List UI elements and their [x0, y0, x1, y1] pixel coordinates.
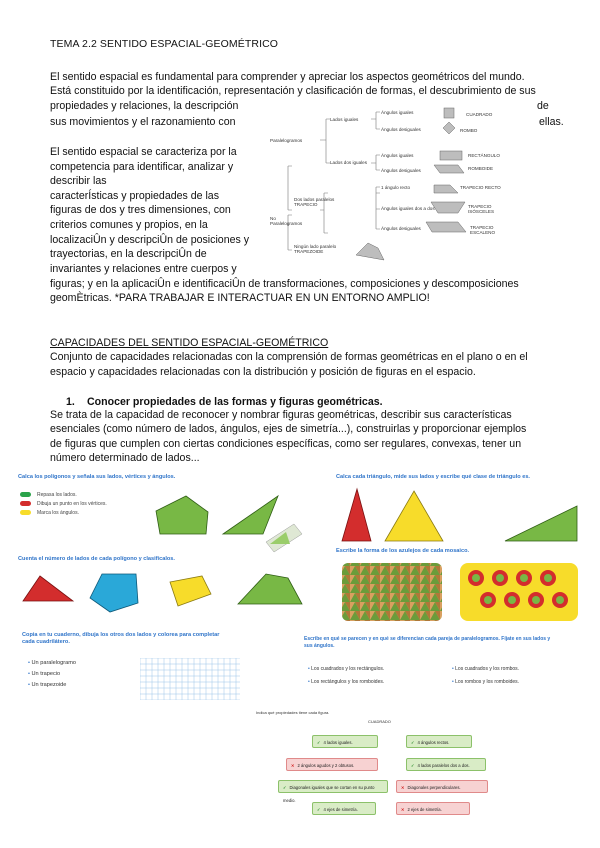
p2-line: competencia para identificar, analizar y	[50, 160, 234, 173]
ex6-item: • Los cuadrados y los rectángulos.	[308, 666, 384, 677]
exercise-mosaics	[330, 548, 588, 628]
ex5-item: • Un trapecio	[28, 671, 76, 682]
ex2-title: Calca cada triángulo, mide sus lados y escribe qué clase de triángulo es.	[336, 474, 530, 480]
red-triangle-shape	[342, 489, 371, 541]
answer-option[interactable]: ✓ 4 ejes de simetría.	[312, 802, 376, 815]
answer-option[interactable]: ✕ 2 ejes de simetría.	[396, 802, 470, 815]
answer-option[interactable]: ✓ 4 ángulos rectos.	[406, 735, 472, 748]
red-triangle-shape	[23, 576, 73, 601]
isosceles-trapezoid-shape	[431, 202, 465, 213]
answer-option[interactable]: ✕ 2 ángulos agudos y 2 obtusos.	[286, 758, 378, 771]
page-title: TEMA 2.2 SENTIDO ESPACIAL-GEOMÉTRICO	[50, 38, 279, 50]
label-trapezoide: Ningún lado paralelo TRAPEZOIDE	[294, 244, 337, 255]
rhomboid-shape	[434, 165, 464, 173]
intro-line-3b: de	[537, 100, 549, 112]
p2-end-2: geomÈtricas. *PARA TRABAJAR E INTERACTUAR EN UN ENTORNO AMPLIO!	[50, 292, 430, 304]
hexagon-mosaic-shape	[460, 563, 578, 621]
item-line: esenciales (como número de lados, ángulos, ejes de simetría...), construirlas y proporcionar ejemplos	[50, 423, 527, 435]
quadrilateral-classification-diagram	[268, 105, 550, 275]
item-heading: Conocer propiedades de las formas y figuras geométricas.	[87, 396, 383, 408]
ex2-shapes	[330, 474, 585, 548]
label-trapecio-isosceles: TRAPECIO ISÓSCELES	[468, 204, 495, 215]
legend-row: Marca los ángulos.	[20, 508, 107, 517]
section-heading: CAPACIDADES DEL SENTIDO ESPACIAL-GEOMÉTRICO	[50, 337, 329, 349]
answer-option[interactable]: ✓ 4 lados iguales.	[312, 735, 378, 748]
ex3-title: Cuenta el número de lados de cada polígono y clasifícalos.	[18, 556, 175, 562]
answer-option[interactable]: ✕ Diagonales perpendiculares.	[396, 780, 488, 793]
yellow-triangle-shape	[385, 491, 443, 541]
intro-paragraph-2	[50, 145, 265, 276]
ex6-item: • Los rectángulos y los romboides.	[308, 679, 384, 690]
p2-line: trayectorias, en la descripciÛn de	[50, 248, 207, 261]
label-lados-iguales: Lados iguales	[330, 117, 359, 122]
check-icon: ✓	[411, 740, 415, 745]
label-angulos-desiguales-1: Ángulos desiguales	[381, 127, 421, 132]
intro-line-4b: ellas.	[539, 116, 564, 128]
item-line: de figuras que cumplen con ciertas condiciones específicas, como ser regulares, convexas, tener un	[50, 438, 522, 450]
blue-hexagon-shape	[90, 574, 138, 612]
label-rectangulo: RECTÁNGULO	[468, 153, 500, 158]
cross-icon: ✕	[291, 763, 295, 768]
exercise-polygons-trace	[18, 474, 318, 554]
label-lados-dos-iguales: Lados dos iguales	[330, 160, 368, 165]
exercise-compare-parallelograms	[304, 636, 590, 696]
label-angulos-iguales-2: Ángulos iguales	[381, 153, 414, 158]
ex1-title: Calca los polígonos y señala sus lados, vértices y ángulos.	[18, 474, 176, 480]
p2-line: El sentido espacial se caracteriza por la	[50, 146, 237, 158]
label-trapecio-escaleno: TRAPECIO ESCALENO	[470, 225, 496, 236]
label-angulos-dos-a-dos: Ángulos iguales dos a dos	[381, 206, 435, 211]
legend-row: Repasa los lados.	[20, 490, 107, 499]
scalene-trapezoid-shape	[426, 222, 466, 232]
intro-line-4a: sus movimientos y el razonamiento con	[50, 116, 236, 128]
item-line: Se trata de la capacidad de reconocer y nombrar figuras geométricas, describir sus características	[50, 409, 512, 421]
exercise-properties	[256, 710, 536, 820]
item-number: 1.	[66, 396, 75, 408]
label-paralelogramos: Paralelogramos	[270, 138, 303, 143]
label-trapecio: Dos lados paralelos TRAPECIO	[294, 197, 335, 208]
green-trapezoid-shape	[238, 574, 302, 604]
p2-line: figuras de dos y tres dimensiones, con	[50, 204, 231, 217]
item-line: número determinado de lados...	[50, 452, 200, 464]
label-angulo-recto: 1 ángulo recto	[381, 185, 411, 190]
p2-line: invariantes y relaciones entre cuerpos y	[50, 262, 237, 275]
section-line-2: espacio y capacidades relacionadas con la distribución y posición de figuras en el espacio.	[50, 366, 476, 378]
p2-end-1: figuras; y en la aplicaciÛn e identificaciÛn de transformaciones, composiciones y descomposiciones	[50, 278, 519, 290]
intro-line-2: Está constituido por la identificación, representación y clasificación de formas, el descubrimiento de sus	[50, 85, 536, 97]
label-angulos-iguales-1: Ángulos iguales	[381, 110, 414, 115]
ex3-shapes	[18, 556, 318, 616]
check-icon: ✓	[283, 785, 287, 790]
square-shape	[444, 108, 454, 118]
p2-line: describir las	[50, 175, 107, 188]
cross-icon: ✕	[401, 807, 405, 812]
ex6-item: • Los cuadrados y los rombos.	[452, 666, 519, 677]
intro-line-1: El sentido espacial es fundamental para comprender y apreciar los aspectos geométricos del mundo.	[50, 71, 525, 83]
green-triangle-shape	[223, 496, 278, 534]
check-icon: ✓	[317, 807, 321, 812]
ex5-title: Copia en tu cuaderno, dibuja los otros dos lados y colorea para completar cada cuadrilátero.	[22, 632, 220, 645]
section-line-1: Conjunto de capacidades relacionadas con la comprensión de formas geométricas en el plano o en el	[50, 351, 528, 363]
exercise-triangles	[330, 474, 585, 548]
ex5-item: • Un paralelogramo	[28, 660, 76, 671]
ex4-title: Escribe la forma de los azulejos de cada mosaico.	[336, 548, 470, 554]
label-angulos-desiguales-2: Ángulos desiguales	[381, 168, 421, 173]
ex7-subtitle: CUADRADO	[368, 719, 391, 724]
legend-row: Dibuja un punto en los vértices.	[20, 499, 107, 508]
ex4-shapes	[330, 548, 588, 628]
ex7-title: Indica qué propiedades tiene cada figura.	[256, 710, 330, 715]
label-rombo: ROMBO	[460, 128, 478, 133]
ex6-title: Escribe en qué se parecen y en qué se diferencian cada pareja de paralelogramos. Fíjate en sus lados y sus ángulos.	[304, 636, 551, 649]
label-trapecio-recto: TRAPECIO RECTO	[460, 185, 501, 190]
label-cuadrado: CUADRADO	[466, 112, 493, 117]
cross-icon: ✕	[401, 785, 405, 790]
triangle-mosaic-shape	[342, 563, 442, 621]
right-trapezoid-shape	[434, 185, 458, 193]
trapezoid-shape	[356, 243, 384, 260]
ex6-item: • Los rombos y los romboides.	[452, 679, 519, 690]
intro-line-3a: propiedades y relaciones, la descripción	[50, 100, 239, 112]
p2-line: criterios comunes y propios, en la	[50, 218, 208, 231]
rhombus-shape	[443, 122, 455, 134]
answer-option[interactable]: ✓ Diagonales iguales que se cortan en su punto medio.	[278, 780, 388, 793]
ex5-item: • Un trapezoide	[28, 682, 76, 693]
check-icon: ✓	[317, 740, 321, 745]
yellow-quadrilateral-shape	[170, 576, 211, 606]
green-pentagon-shape	[156, 496, 208, 534]
label-no-paralelogramos: No Paralelogramos	[270, 216, 303, 227]
rectangle-shape	[440, 151, 462, 160]
grid-paper-shape	[140, 658, 240, 700]
label-angulos-desiguales-3: Ángulos desiguales	[381, 226, 421, 231]
exercise-complete-quadrilateral	[22, 632, 302, 702]
p2-line: localizaciÛn y descripciÛn de posiciones y	[50, 233, 250, 246]
ex1-shapes	[18, 474, 318, 554]
check-icon: ✓	[411, 763, 415, 768]
answer-option[interactable]: ✓ 4 lados paralelos dos a dos.	[406, 758, 486, 771]
exercise-count-sides	[18, 556, 318, 616]
label-romboide: ROMBOIDE	[468, 166, 494, 171]
green-right-triangle-shape	[505, 506, 577, 541]
p2-line: caracterÍsticas y propiedades de las	[50, 189, 219, 202]
